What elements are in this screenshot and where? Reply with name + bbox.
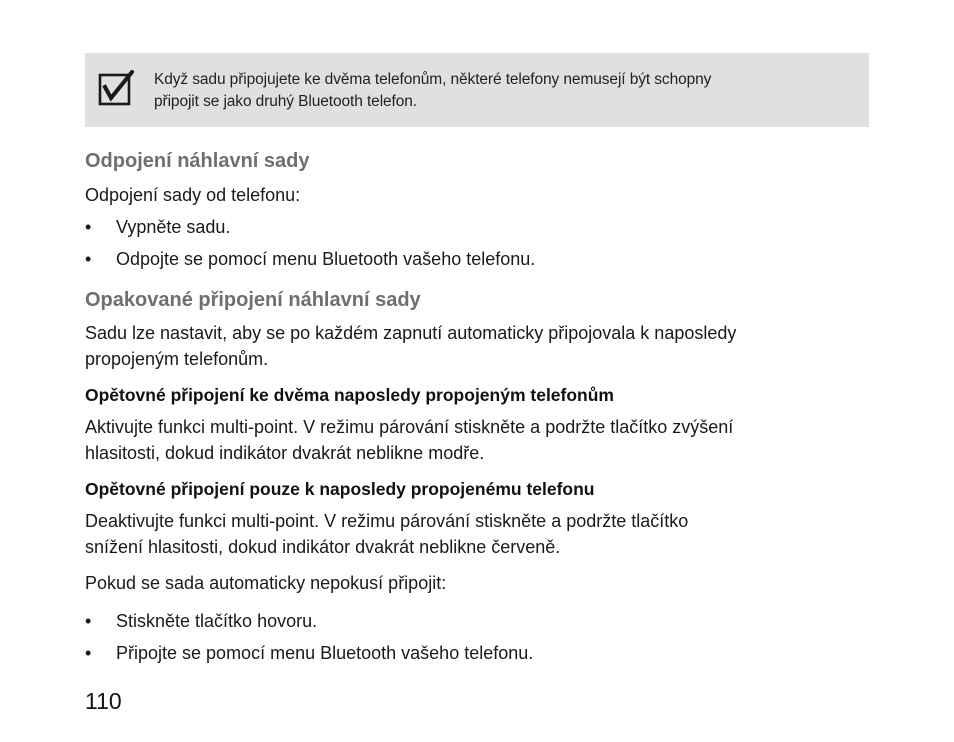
list-item: • Připojte se pomocí menu Bluetooth vašeho telefonu.: [85, 640, 875, 666]
paragraph: Sadu lze nastavit, aby se po každém zapnutí automaticky připojovala k naposledy propojeným telefonům.: [85, 323, 737, 369]
note-box: [85, 53, 869, 127]
list-item: • Odpojte se pomocí menu Bluetooth vašeho telefonu.: [85, 246, 875, 272]
bullet: •: [85, 217, 92, 237]
bullet: •: [85, 249, 92, 269]
note-line: Když sadu připojujete ke dvěma telefonům, některé telefony nemusejí být schopny: [154, 71, 712, 88]
list-item: • Vypněte sadu.: [85, 214, 875, 240]
bullet-list: [85, 608, 875, 666]
main-content: [85, 146, 875, 666]
paragraph: Aktivujte funkci multi-point. V režimu párování stiskněte a podržte tlačítko zvýšení hlasitosti, dokud indikátor dvakrát neblikne modře.: [85, 417, 734, 463]
section-intro: Odpojení sady od telefonu:: [85, 185, 301, 205]
section-heading-reconnect: Opakované připojení náhlavní sady: [85, 289, 421, 311]
note-text: [154, 69, 854, 113]
subheading: Opětovné připojení ke dvěma naposledy propojeným telefonům: [85, 385, 614, 405]
bullet: •: [85, 643, 92, 663]
checkbox-checked-icon: [98, 70, 134, 106]
page-number: 110: [85, 688, 122, 714]
paragraph: Pokud se sada automaticky nepokusí připojit:: [85, 573, 447, 593]
section-heading-disconnect: Odpojení náhlavní sady: [85, 150, 310, 172]
list-item: • Stiskněte tlačítko hovoru.: [85, 608, 875, 634]
subheading: Opětovné připojení pouze k naposledy propojenému telefonu: [85, 479, 595, 499]
paragraph: Deaktivujte funkci multi-point. V režimu párování stiskněte a podržte tlačítko snížení hlasitosti, dokud indikátor dvakrát neblikne červeně.: [85, 511, 689, 557]
bullet: •: [85, 611, 92, 631]
note-line: připojit se jako druhý Bluetooth telefon.: [154, 93, 418, 110]
bullet-list: [85, 214, 875, 272]
